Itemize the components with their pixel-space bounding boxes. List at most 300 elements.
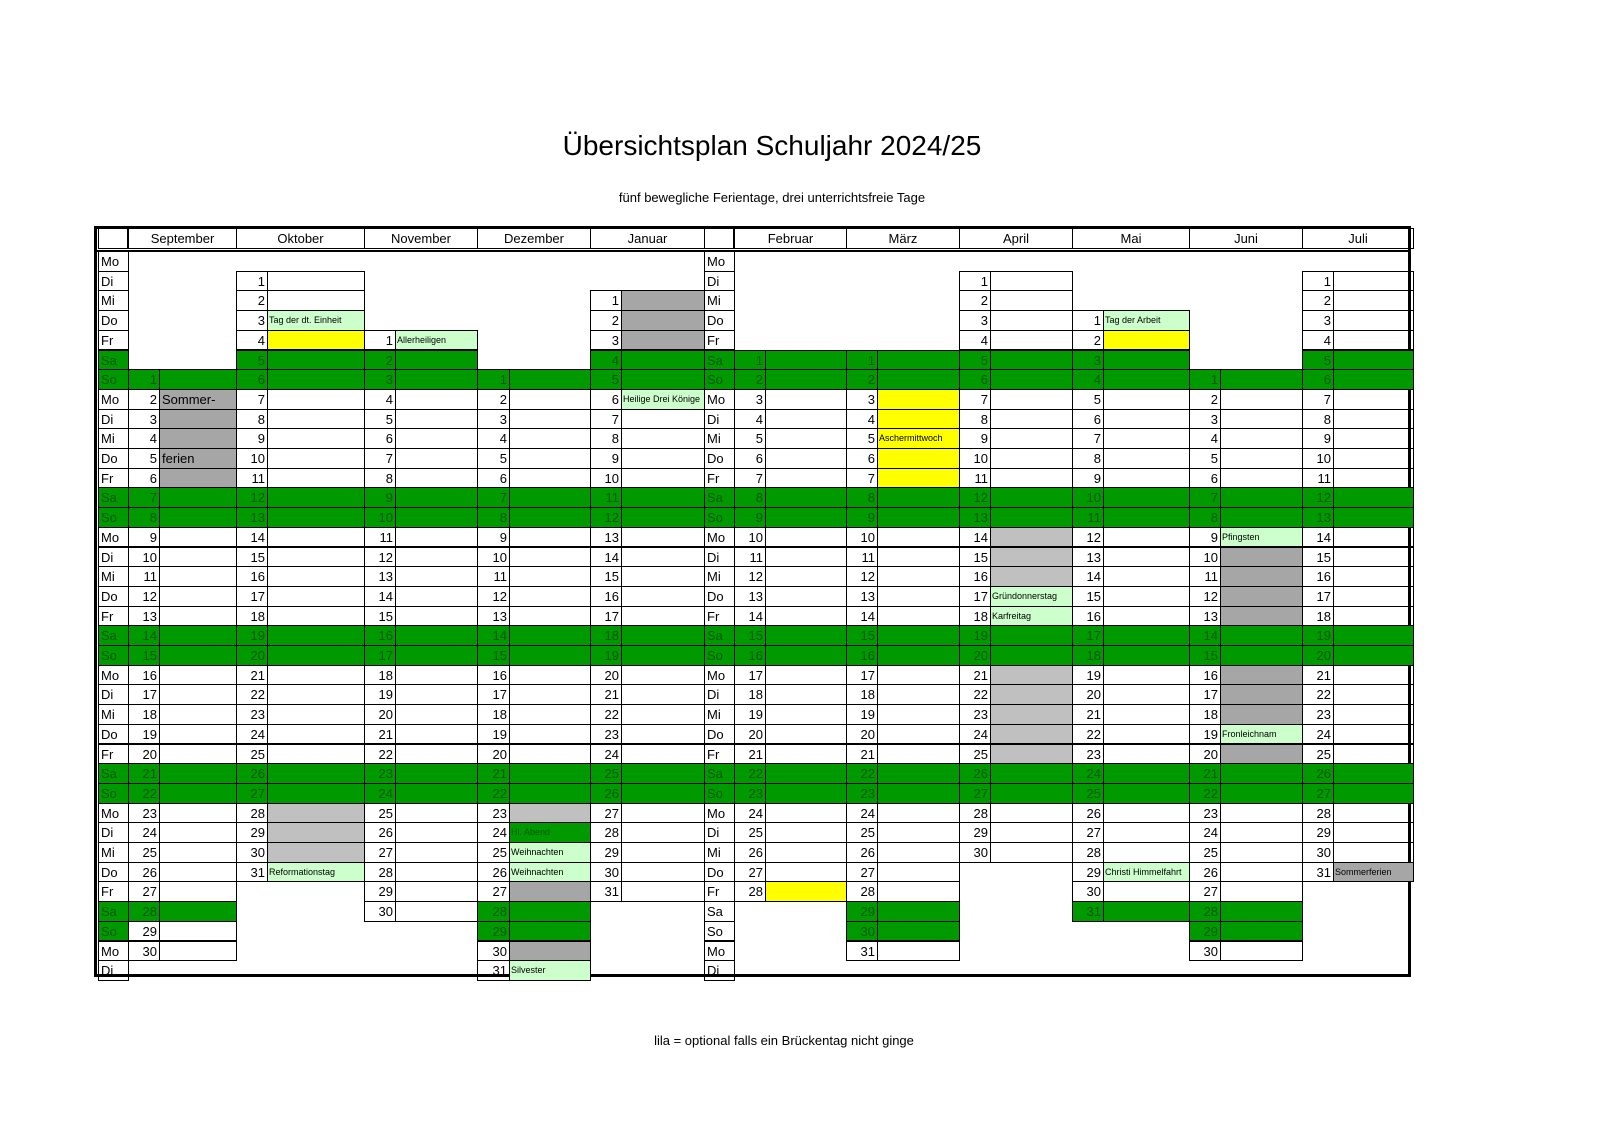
day-number: 26 [236, 763, 268, 784]
day-cell [877, 842, 960, 863]
day-cell [765, 665, 847, 686]
day-cell [1333, 665, 1414, 686]
day-cell [1220, 665, 1303, 686]
day-number: 25 [236, 744, 268, 765]
day-note: Sommerferien [1333, 862, 1414, 883]
day-cell [621, 645, 705, 666]
day-number: 30 [590, 862, 622, 883]
day-number: 29 [959, 822, 991, 843]
day-number: 14 [1072, 566, 1104, 587]
day-cell [1103, 487, 1190, 508]
day-cell [1103, 822, 1190, 843]
day-cell [1103, 842, 1190, 863]
day-number: 1 [734, 350, 766, 371]
day-cell [765, 645, 847, 666]
day-cell [621, 822, 705, 843]
day-number: 21 [364, 724, 396, 745]
weekday-label: So [704, 369, 735, 390]
day-cell [1333, 290, 1414, 311]
day-number: 1 [959, 271, 991, 292]
day-cell [1220, 547, 1303, 568]
day-number: 16 [590, 586, 622, 607]
day-number: 19 [846, 704, 878, 725]
day-cell [267, 783, 365, 804]
day-cell [990, 566, 1073, 587]
day-note: Reformationstag [267, 862, 365, 883]
day-cell [509, 645, 591, 666]
month-header: Februar [734, 228, 847, 249]
weekday-label: Sa [704, 763, 735, 784]
day-cell [765, 862, 847, 883]
day-number: 6 [959, 369, 991, 390]
day-number: 8 [590, 428, 622, 449]
day-cell [1333, 625, 1414, 646]
day-number: 23 [959, 704, 991, 725]
day-number: 2 [477, 389, 510, 410]
day-cell [1220, 783, 1303, 804]
day-note: Tag der dt. Einheit [267, 310, 365, 331]
weekday-label: Mo [704, 527, 735, 548]
day-number: 23 [1189, 803, 1221, 824]
day-number: 17 [590, 606, 622, 627]
day-cell [877, 389, 960, 410]
day-cell [621, 803, 705, 824]
day-cell [395, 586, 478, 607]
day-number: 8 [364, 468, 396, 489]
weekday-label: Mo [704, 941, 735, 962]
day-cell [1333, 310, 1414, 331]
day-cell [1333, 389, 1414, 410]
day-number: 22 [1189, 783, 1221, 804]
day-cell [1220, 507, 1303, 528]
day-cell [509, 665, 591, 686]
day-cell [159, 941, 237, 962]
day-cell [395, 389, 478, 410]
day-number: 15 [1189, 645, 1221, 666]
day-cell [1333, 330, 1414, 351]
weekday-label: Fr [704, 606, 735, 627]
day-cell [1220, 428, 1303, 449]
day-number: 19 [1302, 625, 1334, 646]
day-number: 11 [734, 547, 766, 568]
month-header: Oktober [236, 228, 365, 249]
month-header: März [846, 228, 960, 249]
day-cell [395, 468, 478, 489]
day-number: 27 [846, 862, 878, 883]
day-cell [1220, 389, 1303, 410]
day-cell [1333, 842, 1414, 863]
day-number: 23 [734, 783, 766, 804]
day-number: 8 [846, 487, 878, 508]
day-cell [621, 862, 705, 883]
day-number: 25 [477, 842, 510, 863]
day-cell [267, 763, 365, 784]
day-cell [267, 586, 365, 607]
day-number: 25 [846, 822, 878, 843]
weekday-label: Mi [704, 290, 735, 311]
day-cell [877, 409, 960, 430]
day-cell [621, 350, 705, 371]
day-number: 24 [236, 724, 268, 745]
footnote: lila = optional falls ein Brückentag nicht ginge [654, 1033, 914, 1048]
day-number: 12 [477, 586, 510, 607]
day-number: 13 [1072, 547, 1104, 568]
day-number: 18 [846, 684, 878, 705]
day-cell [1220, 901, 1303, 922]
weekday-label: Di [704, 960, 735, 981]
day-number: 6 [1302, 369, 1334, 390]
weekday-label: Mi [98, 290, 129, 311]
day-cell [395, 409, 478, 430]
day-number: 24 [1072, 763, 1104, 784]
day-number: 6 [1072, 409, 1104, 430]
day-cell [509, 763, 591, 784]
day-cell [509, 389, 591, 410]
day-number: 6 [734, 448, 766, 469]
day-number: 5 [1189, 448, 1221, 469]
day-number: 13 [959, 507, 991, 528]
day-number: 8 [734, 487, 766, 508]
day-number: 20 [734, 724, 766, 745]
day-number: 21 [1072, 704, 1104, 725]
day-cell [509, 369, 591, 390]
day-cell [159, 803, 237, 824]
day-cell [1333, 271, 1414, 292]
day-number: 3 [236, 310, 268, 331]
day-cell [509, 625, 591, 646]
day-number: 11 [1302, 468, 1334, 489]
weekday-label: Mo [98, 527, 129, 548]
page-subtitle: fünf bewegliche Ferientage, drei unterrichtsfreie Tage [618, 190, 926, 205]
day-number: 10 [477, 547, 510, 568]
day-cell [509, 941, 591, 962]
day-number: 14 [1302, 527, 1334, 548]
day-number: 27 [364, 842, 396, 863]
weekday-label: Di [98, 271, 129, 292]
day-cell [1103, 389, 1190, 410]
day-number: 19 [128, 724, 160, 745]
day-number: 16 [128, 665, 160, 686]
day-number: 30 [959, 842, 991, 863]
day-number: 30 [1189, 941, 1221, 962]
day-cell [1103, 369, 1190, 390]
day-cell [1333, 822, 1414, 843]
day-cell [267, 409, 365, 430]
day-cell [1333, 547, 1414, 568]
day-number: 6 [128, 468, 160, 489]
day-cell [1220, 862, 1303, 883]
day-cell [395, 803, 478, 824]
day-cell [765, 763, 847, 784]
day-number: 22 [1072, 724, 1104, 745]
day-note: Silvester [509, 960, 591, 981]
day-cell [395, 527, 478, 548]
day-number: 19 [364, 684, 396, 705]
day-cell [1103, 507, 1190, 528]
day-number: 8 [477, 507, 510, 528]
day-number: 25 [590, 763, 622, 784]
day-number: 10 [1072, 487, 1104, 508]
weekday-label: Sa [704, 901, 735, 922]
day-cell [990, 487, 1073, 508]
day-cell [990, 625, 1073, 646]
day-note: Karfreitag [990, 606, 1073, 627]
weekday-label: Di [98, 684, 129, 705]
day-cell [395, 428, 478, 449]
day-cell [877, 507, 960, 528]
weekday-label: Sa [98, 625, 129, 646]
day-number: 24 [1189, 822, 1221, 843]
weekday-label: So [98, 507, 129, 528]
day-cell [509, 527, 591, 548]
day-cell [621, 468, 705, 489]
day-cell [267, 803, 365, 824]
day-cell [990, 290, 1073, 311]
day-number: 9 [1189, 527, 1221, 548]
day-cell [990, 724, 1073, 745]
day-number: 15 [1072, 586, 1104, 607]
day-cell [509, 684, 591, 705]
weekday-label: So [98, 645, 129, 666]
day-cell [267, 822, 365, 843]
day-cell [1333, 645, 1414, 666]
day-number: 13 [590, 527, 622, 548]
day-cell [159, 724, 237, 745]
day-number: 6 [1189, 468, 1221, 489]
day-number: 7 [590, 409, 622, 430]
day-cell [765, 744, 847, 765]
weekday-label: Do [98, 448, 129, 469]
day-number: 16 [236, 566, 268, 587]
day-cell [509, 724, 591, 745]
day-cell [765, 409, 847, 430]
day-number: 3 [477, 409, 510, 430]
day-number: 1 [477, 369, 510, 390]
day-cell [267, 448, 365, 469]
day-number: 16 [364, 625, 396, 646]
day-cell [1220, 487, 1303, 508]
day-cell [765, 350, 847, 371]
day-number: 10 [236, 448, 268, 469]
day-number: 25 [364, 803, 396, 824]
day-number: 11 [1189, 566, 1221, 587]
day-cell [1333, 763, 1414, 784]
day-cell [990, 783, 1073, 804]
day-cell [621, 625, 705, 646]
day-cell [1103, 783, 1190, 804]
day-number: 9 [959, 428, 991, 449]
day-cell [1103, 704, 1190, 725]
day-number: 30 [1302, 842, 1334, 863]
weekday-label: Sa [98, 350, 129, 371]
day-cell [1220, 645, 1303, 666]
day-number: 17 [959, 586, 991, 607]
day-cell [159, 547, 237, 568]
weekday-label: Di [704, 271, 735, 292]
day-number: 12 [128, 586, 160, 607]
day-number: 27 [128, 881, 160, 902]
day-cell [990, 704, 1073, 725]
day-cell [267, 389, 365, 410]
day-number: 8 [1072, 448, 1104, 469]
day-number: 28 [1072, 842, 1104, 863]
day-number: 31 [1072, 901, 1104, 922]
day-note: Heilige Drei Könige [621, 389, 705, 410]
day-number: 2 [846, 369, 878, 390]
day-cell [621, 507, 705, 528]
weekday-label: Sa [98, 763, 129, 784]
day-number: 21 [1189, 763, 1221, 784]
day-number: 13 [734, 586, 766, 607]
weekday-label: Do [704, 724, 735, 745]
day-number: 26 [959, 763, 991, 784]
day-cell [1103, 428, 1190, 449]
day-number: 29 [1072, 862, 1104, 883]
day-number: 9 [236, 428, 268, 449]
day-number: 12 [364, 547, 396, 568]
day-cell [1103, 665, 1190, 686]
day-cell [1220, 468, 1303, 489]
day-cell [267, 350, 365, 371]
day-cell [877, 487, 960, 508]
day-cell [1220, 606, 1303, 627]
day-number: 18 [590, 625, 622, 646]
day-number: 11 [959, 468, 991, 489]
weekday-label: Do [704, 862, 735, 883]
weekday-label: Di [704, 547, 735, 568]
day-number: 10 [1189, 547, 1221, 568]
day-cell [159, 921, 237, 942]
day-cell [877, 350, 960, 371]
day-cell [877, 468, 960, 489]
month-header: Januar [590, 228, 705, 249]
day-number: 10 [1302, 448, 1334, 469]
day-number: 29 [364, 881, 396, 902]
day-number: 29 [477, 921, 510, 942]
day-note: Tag der Arbeit [1103, 310, 1190, 331]
month-header: Juni [1189, 228, 1303, 249]
day-cell [395, 350, 478, 371]
day-cell [990, 645, 1073, 666]
day-cell [990, 803, 1073, 824]
day-number: 22 [364, 744, 396, 765]
day-cell [990, 271, 1073, 292]
day-number: 31 [1302, 862, 1334, 883]
weekday-label: Mo [98, 941, 129, 962]
day-number: 7 [236, 389, 268, 410]
day-note: Christi Himmelfahrt [1103, 862, 1190, 883]
day-number: 18 [477, 704, 510, 725]
weekday-label: Fr [98, 330, 129, 351]
day-cell [621, 763, 705, 784]
day-number: 26 [364, 822, 396, 843]
weekday-label: Fr [704, 744, 735, 765]
day-cell [621, 369, 705, 390]
weekday-label: Di [98, 409, 129, 430]
day-number: 6 [477, 468, 510, 489]
day-number: 30 [1072, 881, 1104, 902]
weekday-label: Mo [98, 803, 129, 824]
day-cell [1220, 822, 1303, 843]
day-cell [1103, 448, 1190, 469]
day-number: 22 [477, 783, 510, 804]
day-cell [621, 724, 705, 745]
day-number: 11 [364, 527, 396, 548]
day-number: 25 [1189, 842, 1221, 863]
day-cell [395, 724, 478, 745]
day-cell [159, 842, 237, 863]
month-header: April [959, 228, 1073, 249]
weekday-label: Mo [704, 665, 735, 686]
day-cell [877, 704, 960, 725]
day-cell [1103, 566, 1190, 587]
day-number: 29 [236, 822, 268, 843]
day-number: 5 [1072, 389, 1104, 410]
day-number: 22 [1302, 684, 1334, 705]
weekday-label: Sa [98, 487, 129, 508]
day-number: 4 [959, 330, 991, 351]
day-number: 20 [846, 724, 878, 745]
day-number: 8 [236, 409, 268, 430]
day-number: 3 [1189, 409, 1221, 430]
day-cell [159, 409, 237, 430]
day-cell [267, 547, 365, 568]
day-number: 3 [128, 409, 160, 430]
day-number: 3 [364, 369, 396, 390]
day-cell [159, 665, 237, 686]
day-number: 11 [590, 487, 622, 508]
day-cell [990, 763, 1073, 784]
day-cell [1103, 724, 1190, 745]
day-number: 17 [128, 684, 160, 705]
day-cell [267, 724, 365, 745]
day-number: 2 [590, 310, 622, 331]
day-number: 30 [477, 941, 510, 962]
day-cell [1103, 330, 1190, 351]
day-number: 12 [734, 566, 766, 587]
day-number: 30 [128, 941, 160, 962]
day-number: 17 [236, 586, 268, 607]
day-cell [1333, 684, 1414, 705]
day-cell [621, 330, 705, 351]
day-number: 7 [364, 448, 396, 469]
day-cell [1220, 409, 1303, 430]
day-number: 17 [1302, 586, 1334, 607]
day-number: 16 [1072, 606, 1104, 627]
day-number: 13 [236, 507, 268, 528]
day-number: 28 [1189, 901, 1221, 922]
day-number: 3 [846, 389, 878, 410]
day-cell [1333, 350, 1414, 371]
day-number: 24 [590, 744, 622, 765]
day-number: 30 [236, 842, 268, 863]
day-number: 14 [734, 606, 766, 627]
weekday-label: Sa [704, 487, 735, 508]
day-cell [621, 566, 705, 587]
day-number: 26 [1302, 763, 1334, 784]
day-cell [621, 881, 705, 902]
day-number: 1 [128, 369, 160, 390]
day-number: 8 [1189, 507, 1221, 528]
day-number: 12 [1189, 586, 1221, 607]
day-number: 16 [734, 645, 766, 666]
day-cell [395, 448, 478, 469]
day-number: 4 [734, 409, 766, 430]
day-cell [395, 566, 478, 587]
day-number: 2 [1189, 389, 1221, 410]
day-cell [877, 921, 960, 942]
day-cell [877, 586, 960, 607]
